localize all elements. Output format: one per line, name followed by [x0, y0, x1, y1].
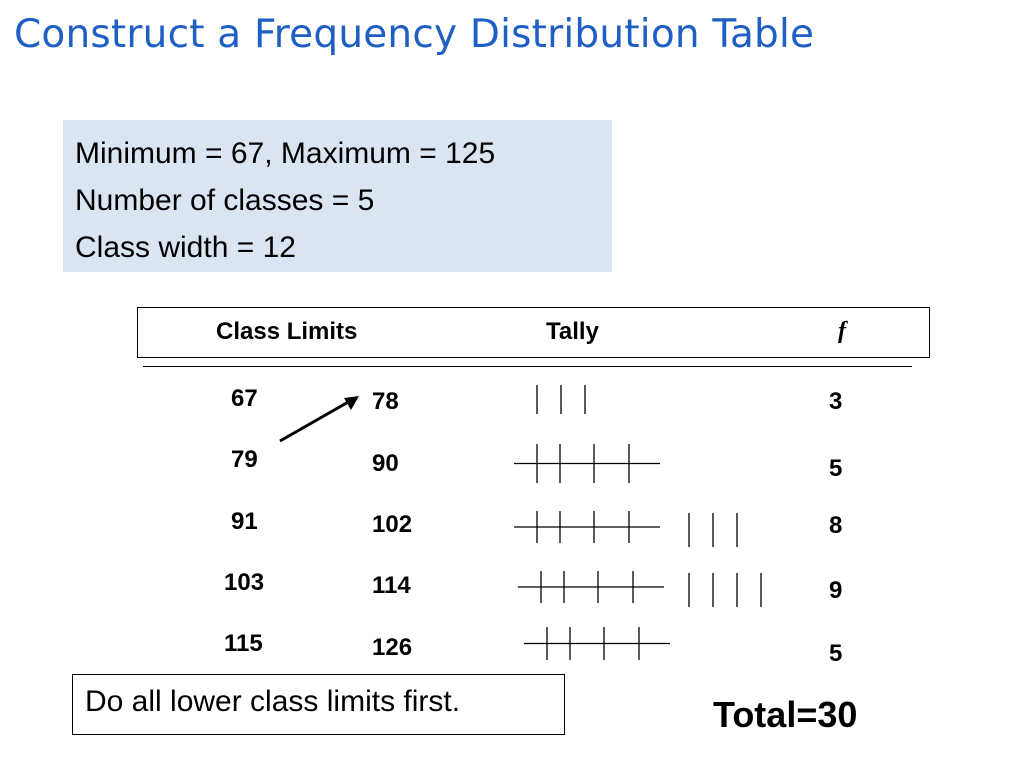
upper-limit-5: 126 — [372, 634, 413, 661]
upper-limit-4: 114 — [372, 572, 411, 599]
lower-limit-3: 91 — [231, 508, 258, 535]
lower-limit-2: 79 — [231, 446, 258, 473]
total-label: Total=30 — [713, 694, 858, 735]
upper-limit-3: 102 — [372, 511, 413, 538]
lower-limit-4: 103 — [224, 569, 265, 596]
number-of-classes-text: Number of classes = 5 — [75, 184, 375, 217]
note-box: Do all lower class limits first. — [72, 674, 565, 735]
frequency-2: 5 — [829, 455, 843, 482]
min-max-text: Minimum = 67, Maximum = 125 — [75, 137, 496, 170]
class-width-text: Class width = 12 — [75, 231, 296, 264]
arrow-line — [280, 401, 350, 441]
upper-limit-1: 78 — [372, 388, 399, 415]
frequency-1: 3 — [829, 388, 843, 415]
frequency-3: 8 — [829, 512, 843, 539]
lower-limit-1: 67 — [231, 385, 258, 412]
lower-limit-5: 115 — [224, 630, 263, 657]
frequency-4: 9 — [829, 577, 843, 604]
page-title: Construct a Frequency Distribution Table — [14, 12, 815, 57]
header-frequency: f — [838, 318, 846, 344]
frequency-5: 5 — [829, 640, 843, 667]
header-class-limits: Class Limits — [216, 318, 358, 345]
upper-limit-2: 90 — [372, 450, 399, 477]
header-tally: Tally — [546, 318, 599, 345]
